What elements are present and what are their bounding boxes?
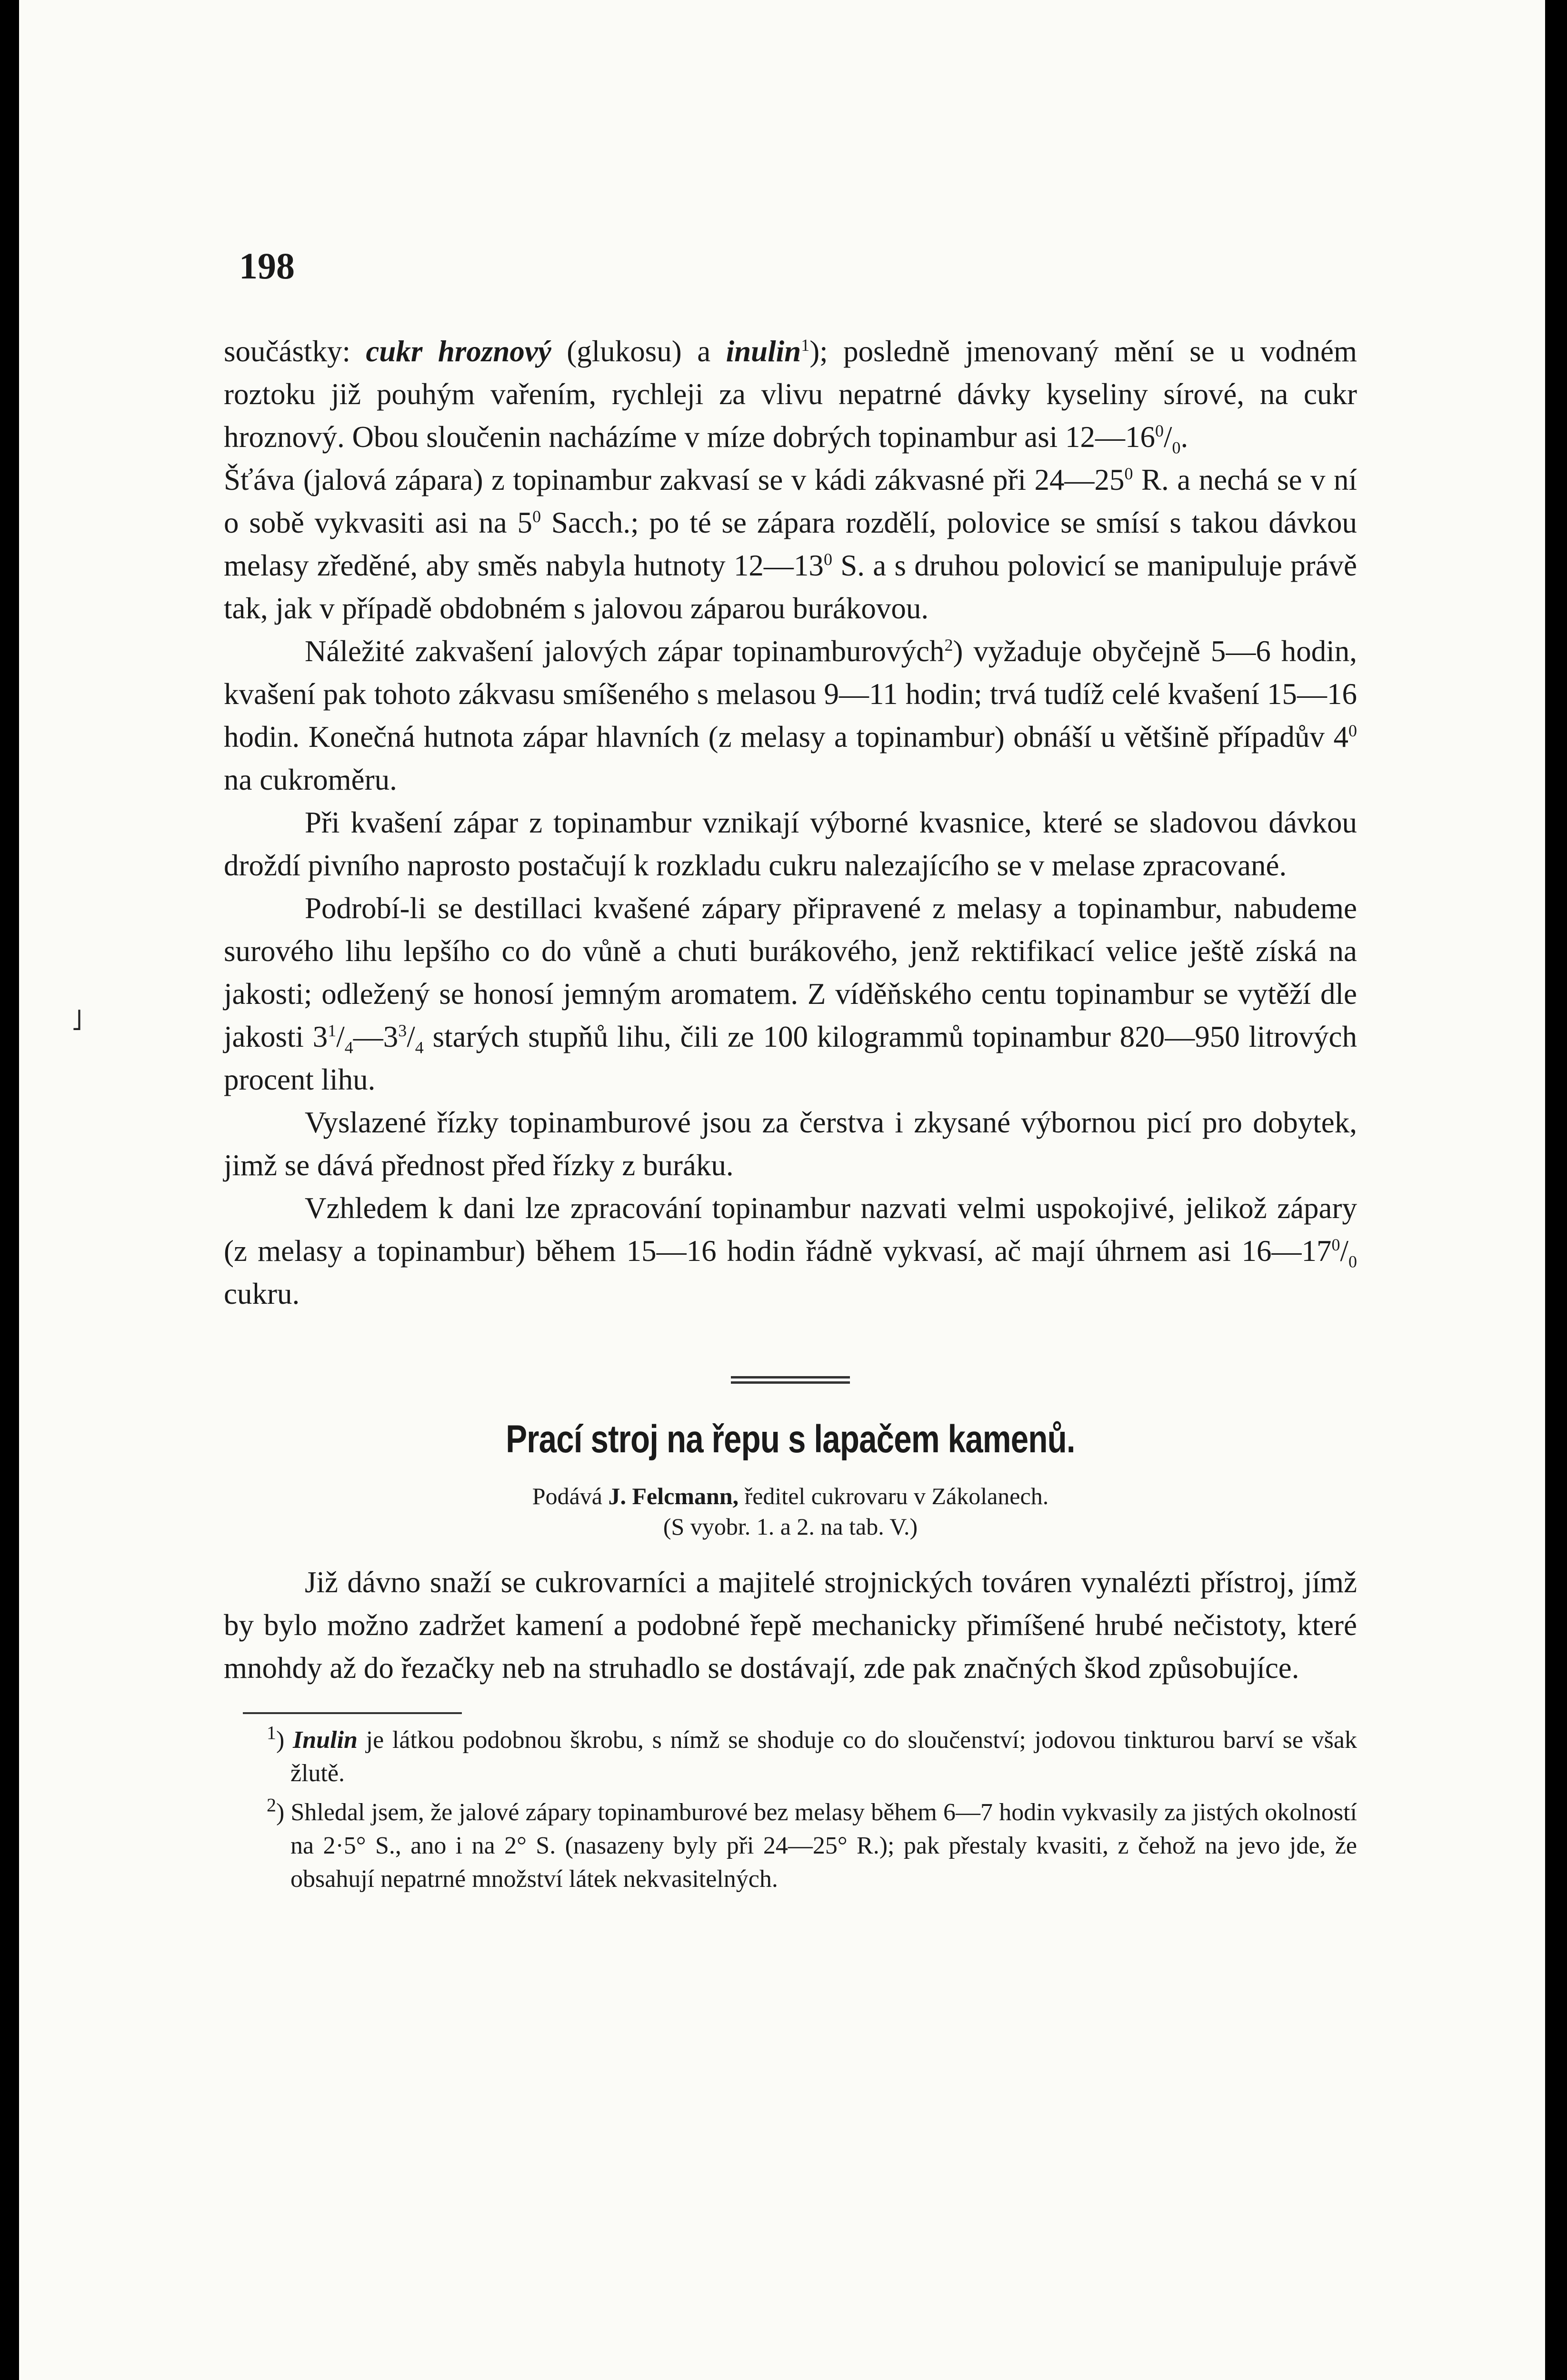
text-segment: (glukosu) a [551,335,726,368]
footnotes [224,1724,1357,1896]
body-paragraph [224,330,1357,458]
byline-suffix: ředitel cukrovaru v Zákolanech. [744,1483,1049,1509]
text-segment: starých stupňů lihu, čili ze 100 kilogrammů topinambur 820—950 litrových procent lihu. [224,1020,1357,1096]
author-name: J. Felcmann, [608,1483,739,1509]
text-segment: cukr hroznový [366,335,551,368]
page-content [224,245,1357,1902]
body-text [224,330,1357,1315]
text-segment: ) vyžaduje obyčejně 5—6 hodin, kvašení pak tohoto zákvasu smíšeného s melasou 9—11 hodin; trvá tudíž celé kvašení 15—16 hodin. Konečná hutnota zápar hlavních (z melasy a topinambur) obnáší u většině případův 4 [224,635,1357,754]
footnote [224,1796,1357,1896]
text-segment: / [1340,1234,1348,1268]
margin-mark: ˩ [71,1005,82,1036]
body-paragraph [224,458,1357,630]
text-segment: 0 [1331,1235,1340,1254]
text-segment: 2 [944,635,953,654]
body-paragraph [224,801,1357,887]
text-segment: ); posledně jmenovaný mění se u vodném roztoku již pouhým vařením, rychleji za vlivu nepatrné dávky kyseliny sírové, na cukr hroznový. Obou sloučenin nacházíme v míze dobrých topinambur asi 12—16 [224,335,1357,454]
article-intro [224,1561,1357,1689]
article-title: Prací stroj na řepu s lapačem kamenů. [506,1418,1075,1461]
text-segment: 4 [344,1038,353,1057]
body-paragraph [224,630,1357,801]
text-segment: 0 [1155,421,1164,440]
section-divider [731,1376,850,1384]
text-segment: Vzhledem k dani lze zpracování topinambur nazvati velmi uspokojivé, jelikož zápary (z melasy a topinambur) během 15—16 hodin řádně vykvasí, ač mají úhrnem asi 16—17 [224,1191,1357,1268]
footnote-text: Shledal jsem, že jalové zápary topinamburové bez melasy během 6—7 hodin vykvasily za jistých okolností na 2·5° S., ano i na 2° S. (nasazeny byly při 24—25° R.); pak přestaly kvasiti, z čehož na jevo jde, že obsahují nepatrné množství látek nekvasitelných. [290,1799,1357,1893]
text-segment: S. a s druhou polovicí se manipuluje právě tak, jak v případě obdobném s jalovou záparou burákovou. [224,549,1357,625]
body-paragraph [224,887,1357,1101]
text-segment: cukru. [224,1277,300,1310]
text-segment: Šťáva (jalová zápara) z topinambur zakvasí se v kádi zákvasné při 24—25 [224,463,1125,496]
footnote-paren: ) [276,1799,291,1826]
text-segment: součástky: [224,335,366,368]
text-segment: 0 [823,550,832,569]
text-segment: —3 [353,1020,399,1053]
text-segment: 1 [801,336,810,355]
footnote-text: je látkou podobnou škrobu, s nímž se shoduje co do sloučenství; jodovou tinkturou barví se však žlutě. [290,1726,1357,1787]
footnote-marker: 1 [267,1722,276,1744]
footnote [224,1724,1357,1790]
text-segment: 0 [1348,1252,1357,1271]
footnote-rule [243,1712,462,1714]
footnote-marker: 2 [267,1794,276,1816]
body-paragraph [224,1101,1357,1187]
byline-prefix: Podává [532,1483,602,1509]
footnote-paren: ) [276,1726,293,1754]
text-segment: Při kvašení zápar z topinambur vznikají výborné kvasnice, které se sladovou dávkou droždí pivního naprosto postačují k rozkladu cukru nalezajícího se v melase zpracované. [224,806,1357,882]
article-byline [224,1481,1357,1511]
text-segment: 0 [1172,438,1181,457]
page-number: 198 [239,245,295,287]
text-segment: 0 [1348,721,1357,740]
text-segment: na cukroměru. [224,763,397,796]
text-segment: / [407,1020,415,1053]
footnote-term: Inulin [293,1726,358,1754]
text-segment: 0 [532,507,541,526]
figure-reference: (S vyobr. 1. a 2. na tab. V.) [663,1513,918,1540]
text-segment: Sacch.; po té se zápara rozdělí, polovice se smísí s takou dávkou melasy zředěné, aby směs nabyla hutnoty 12—13 [224,506,1357,582]
text-segment: R. a nechá se v ní o sobě vykvasiti asi na 5 [224,463,1357,539]
text-segment: . [1180,420,1188,454]
text-segment: 4 [415,1038,424,1057]
text-segment: / [336,1020,345,1053]
text-segment: / [1164,420,1172,454]
text-segment: 0 [1124,464,1133,483]
text-segment: 1 [328,1021,337,1040]
body-paragraph [224,1187,1357,1315]
page [19,0,1545,2380]
intro-paragraph: Již dávno snaží se cukrovarníci a majitelé strojnických továren vynalézti přístroj, jímž by bylo možno zadržet kamení a podobné řepě mechanicky přimíšené hrubé nečistoty, které mnohdy až do řezačky neb na struhadlo se dostávají, zde pak značných škod způsobujíce. [224,1566,1357,1685]
text-segment: Náležité zakvašení jalových zápar topinamburových [305,635,945,668]
divider-line [731,1376,850,1378]
text-segment: inulin [726,335,801,368]
text-segment: Podrobí-li se destillaci kvašené zápary připravené z melasy a topinambur, nabudeme surového lihu lepšího co do vůně a chuti burákového, jenž rektifikací velice ještě získá na jakosti; odležený se honosí jemným aromatem. Z víděňského centu topinambur se vytěží dle jakosti 3 [224,892,1357,1053]
text-segment: 3 [398,1021,407,1040]
text-segment: Vyslazené řízky topinamburové jsou za čerstva i zkysané výbornou picí pro dobytek, jimž se dává přednost před řízky z buráku. [224,1106,1357,1182]
divider-line [731,1381,850,1384]
